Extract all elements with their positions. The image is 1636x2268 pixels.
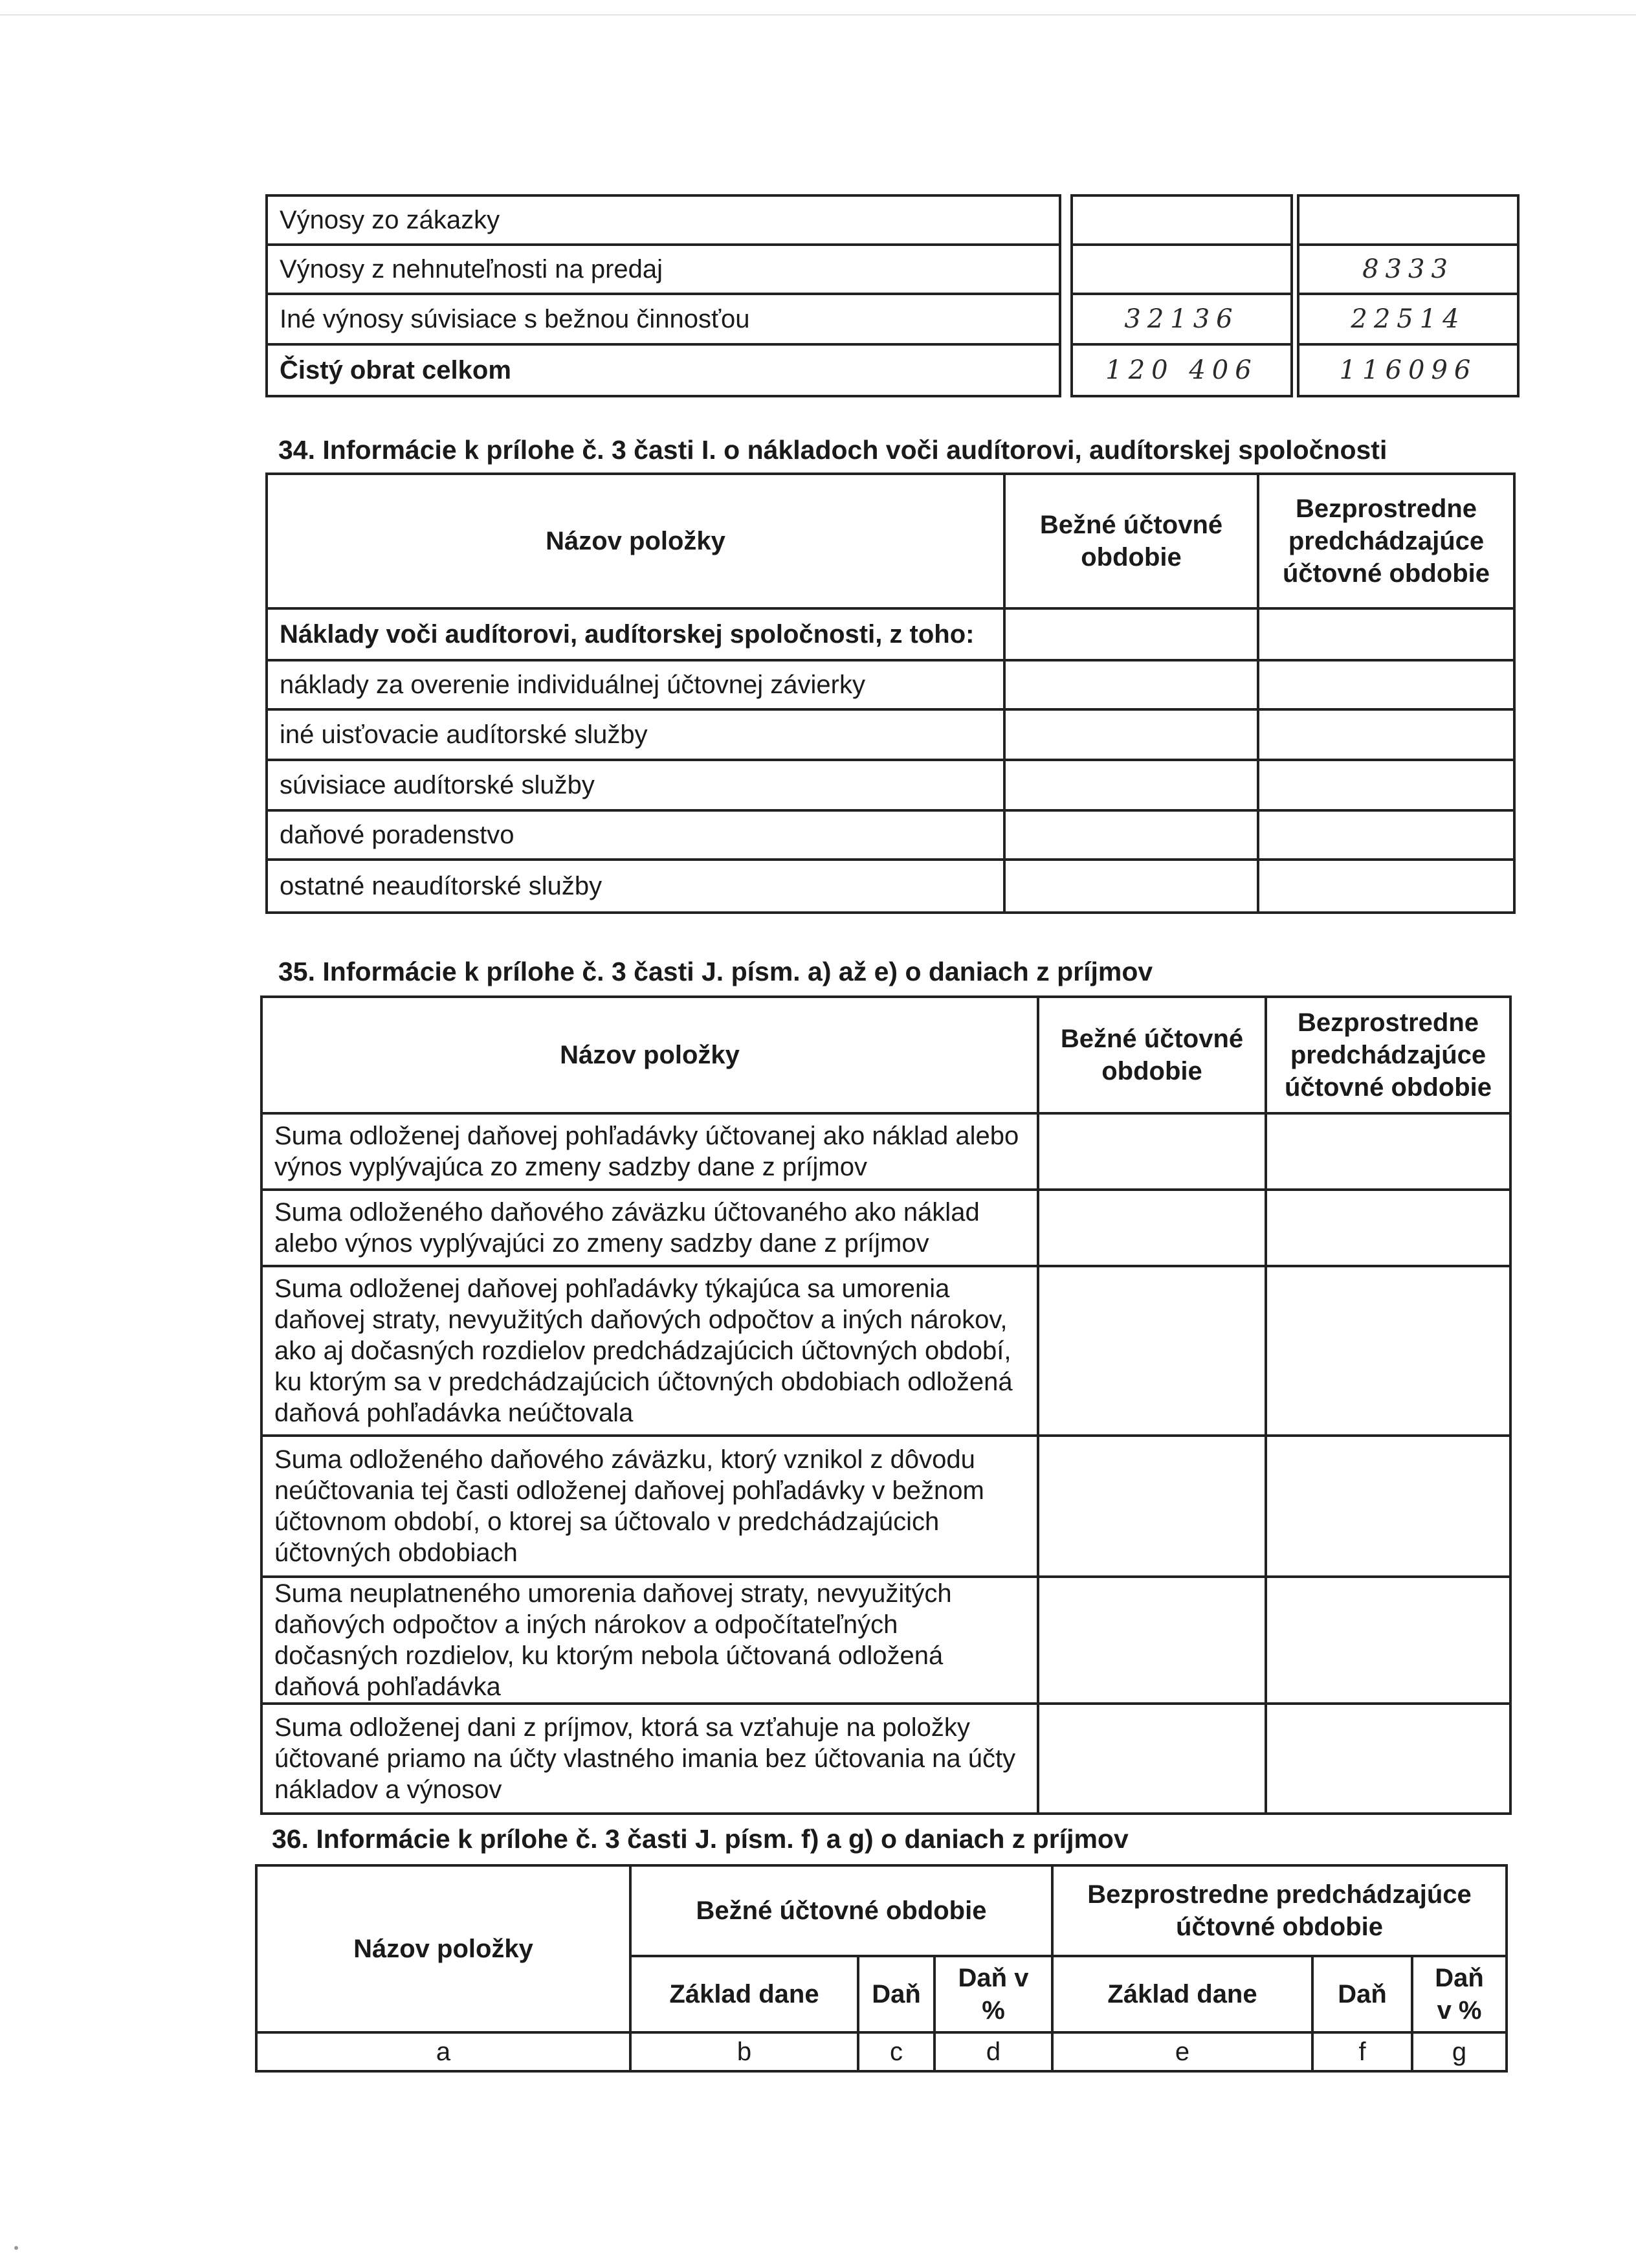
table-row: [267, 660, 1514, 709]
table-row: [267, 760, 1514, 810]
table-row: [261, 1577, 1510, 1704]
auditor-costs-table: [265, 472, 1516, 914]
column-letter: e: [1052, 2032, 1312, 2071]
current-value: [1072, 195, 1292, 245]
row-label: iné uisťovacie audítorské služby: [267, 709, 1004, 760]
table-row: [267, 810, 1514, 860]
header-previous: Bezprostredne predchádzajúce účtovné obdobie: [1258, 474, 1514, 608]
column-letter: g: [1412, 2032, 1507, 2071]
section-36-title: 36. Informácie k prílohe č. 3 časti J. písm. f) a g) o daniach z príjmov: [272, 1824, 1129, 1854]
table-row: [267, 860, 1514, 913]
section-34-title: 34. Informácie k prílohe č. 3 časti I. o nákladoch voči audítorovi, audítorskej spoločnosti: [278, 435, 1387, 465]
section-35-title: 35. Informácie k prílohe č. 3 časti J. písm. a) až e) o daniach z príjmov: [278, 957, 1153, 986]
table-row: [267, 344, 1518, 396]
table-row: [261, 1190, 1510, 1266]
row-label: Výnosy z nehnuteľnosti na predaj: [267, 245, 1060, 294]
previous-value: 116096: [1298, 344, 1518, 396]
previous-value: [1298, 195, 1518, 245]
current-value: 120 406: [1072, 344, 1292, 396]
header-current: Bežné účtovné obdobie: [630, 1865, 1052, 1956]
row-label: Suma neuplatneného umorenia daňovej straty, nevyužitých daňových odpočtov a iných nárokov a odpočítateľných dočasných rozdielov, ku ktorým nebola účtovaná odložená daňová pohľadávka: [261, 1577, 1038, 1704]
header-previous: Bezprostredne predchádzajúce účtovné obdobie: [1052, 1865, 1507, 1956]
row-label: Suma odloženej daňovej pohľadávky účtovanej ako náklad alebo výnos vyplývajúca zo zmeny sadzby dane z príjmov: [261, 1113, 1038, 1190]
row-label: Suma odloženej dani z príjmov, ktorá sa vzťahuje na položky účtované priamo na účty vlastného imania bez účtovania na účty nákladov a výnosov: [261, 1704, 1038, 1814]
row-label: Suma odloženého daňového záväzku účtovaného ako náklad alebo výnos vyplývajúci zo zmeny sadzby dane z príjmov: [261, 1190, 1038, 1266]
scan-edge-line: [0, 14, 1636, 16]
header-row: [261, 997, 1510, 1113]
header-tax-pct-previous: Daň v %: [1412, 1956, 1507, 2032]
header-row: [267, 474, 1514, 608]
header-base-current: Základ dane: [630, 1956, 858, 2032]
table-row: [267, 195, 1518, 245]
table-row: [267, 245, 1518, 294]
scan-speck: [14, 2246, 18, 2250]
letter-row: [256, 2032, 1507, 2071]
table-row: [261, 1704, 1510, 1814]
row-label: Náklady voči audítorovi, audítorskej spoločnosti, z toho:: [267, 608, 1004, 660]
income-tax-table-a-e: [260, 995, 1512, 1815]
table-row: [267, 294, 1518, 344]
header-name: Názov položky: [267, 474, 1004, 608]
header-current: Bežné účtovné obdobie: [1004, 474, 1258, 608]
header-base-previous: Základ dane: [1052, 1956, 1312, 2032]
revenue-table: [265, 194, 1520, 397]
table-row: [267, 608, 1514, 660]
column-letter: a: [256, 2032, 630, 2071]
row-label: Čistý obrat celkom: [267, 344, 1060, 396]
row-label: súvisiace audítorské služby: [267, 760, 1004, 810]
current-value: [1072, 245, 1292, 294]
current-value: 32136: [1072, 294, 1292, 344]
column-letter: f: [1312, 2032, 1412, 2071]
header-previous: Bezprostredne predchádzajúce účtovné obdobie: [1266, 997, 1510, 1113]
header-tax-previous: Daň: [1312, 1956, 1412, 2032]
table-row: [261, 1113, 1510, 1190]
table-row: [261, 1436, 1510, 1577]
column-letter: b: [630, 2032, 858, 2071]
header-tax-current: Daň: [858, 1956, 934, 2032]
column-letter: d: [934, 2032, 1052, 2071]
header-name: Názov položky: [256, 1865, 630, 2032]
row-label: náklady za overenie individuálnej účtovnej závierky: [267, 660, 1004, 709]
header-current: Bežné účtovné obdobie: [1038, 997, 1266, 1113]
previous-value: 22514: [1298, 294, 1518, 344]
row-label: Suma odloženého daňového záväzku, ktorý vznikol z dôvodu neúčtovania tej časti odloženej daňovej pohľadávky v bežnom účtovnom období, o ktorej sa účtovalo v predchádzajúcich účtovných obdobiach: [261, 1436, 1038, 1577]
income-tax-table-f-g: [255, 1864, 1508, 2073]
previous-value: 8333: [1298, 245, 1518, 294]
header-tax-pct-current: Daň v %: [934, 1956, 1052, 2032]
table-row: [261, 1266, 1510, 1436]
header-row: [256, 1865, 1507, 1956]
row-label: Výnosy zo zákazky: [267, 195, 1060, 245]
row-label: Iné výnosy súvisiace s bežnou činnosťou: [267, 294, 1060, 344]
row-label: ostatné neaudítorské služby: [267, 860, 1004, 913]
header-name: Názov položky: [261, 997, 1038, 1113]
row-label: Suma odloženej daňovej pohľadávky týkajúca sa umorenia daňovej straty, nevyužitých daňových odpočtov a iných nárokov, ako aj dočasných rozdielov predchádzajúcich účtovných období, ku ktorým sa v predchádzajúcich účtovných obdobiach odložená daňová pohľadávka neúčtovala: [261, 1266, 1038, 1436]
table-row: [267, 709, 1514, 760]
column-letter: c: [858, 2032, 934, 2071]
row-label: daňové poradenstvo: [267, 810, 1004, 860]
